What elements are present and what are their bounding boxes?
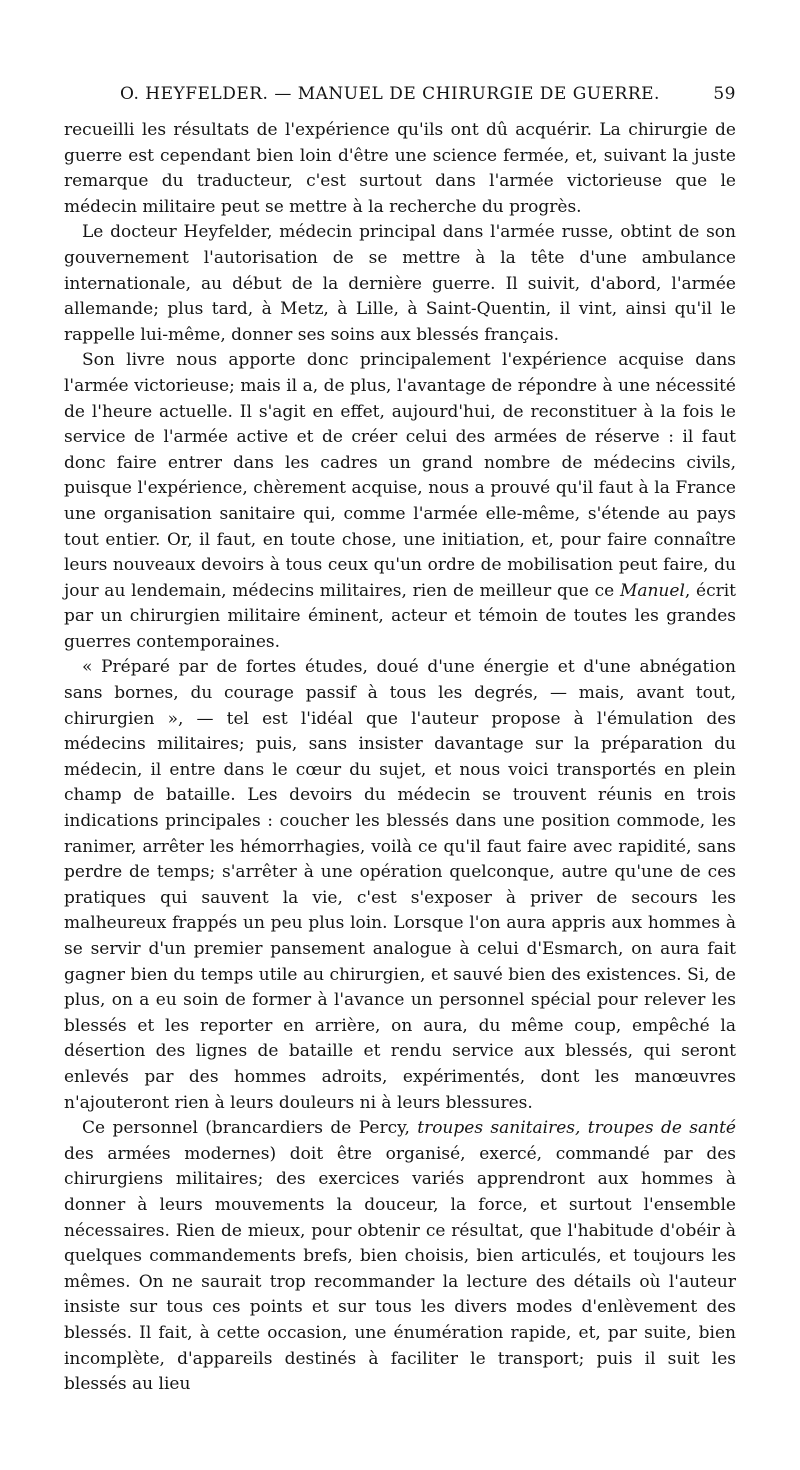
page-number: 59 [713, 84, 736, 104]
italic-text: troupes sanitaires, troupes de santé [417, 1118, 736, 1139]
paragraph-text: Ce personnel (brancardiers de Percy, [82, 1118, 418, 1139]
paragraph-text: Son livre nous apporte donc principalement l'expérience acquise dans l'armée victorieuse; mais il a, de plus, l'avantage de répondre à une nécessité de l'heure actuelle. Il s'agit en effet, aujourd'hui, de reconstituer à la fois le service de l'armée active et de créer celui des armées de réserve : il faut donc faire entrer dans les cadres un grand nombre de médecins civils, puisque l'expérience, chèrement acquise, nous a prouvé qu'il faut à la France une organisation sanitaire qui, comme l'armée elle-même, s'étende au pays tout entier. Or, il faut, en toute chose, une initiation, et, pour faire connaître leurs nouveaux devoirs à tous ceux qu'un ordre de mobilisation peut faire, du jour au lendemain, médecins militaires, rien de meilleur que ce [64, 350, 736, 601]
paragraph [64, 348, 736, 655]
paragraph-text: , écrit par un chirurgien militaire éminent, acteur et témoin de toutes les grandes guerres contemporaines. [64, 580, 736, 652]
body-text [64, 118, 736, 1398]
italic-text: Manuel [619, 580, 685, 601]
paragraph: recueilli les résultats de l'expérience qu'ils ont dû acquérir. La chirurgie de guerre est cependant bien loin d'être une science fermée, et, suivant la juste remarque du traducteur, c'est surtout dans l'armée victorieuse que le médecin militaire peut se mettre à la recherche du progrès. [64, 120, 736, 217]
paragraph-text: des armées modernes) doit être organisé, exercé, commandé par des chirurgiens militaires; des exercices variés apprendront aux hommes à donner à leurs mouvements la douceur, la force, et surtout l'ensemble nécessaires. Rien de mieux, pour obtenir ce résultat, que l'habitude d'obéir à quelques commandements brefs, bien choisis, bien articulés, et toujours les mêmes. On ne saurait trop recommander la lecture des détails où l'auteur insiste sur tous ces points et sur tous les divers modes d'enlèvement des blessés. Il fait, à cette occasion, une énumération rapide, et, par suite, bien incomplète, d'appareils destinés à faciliter le transport; puis il suit les blessés au lieu [64, 1143, 736, 1395]
running-header [64, 84, 736, 108]
paragraph: Le docteur Heyfelder, médecin principal dans l'armée russe, obtint de son gouvernement l'autorisation de se mettre à la tête d'une ambulance internationale, au début de la dernière guerre. Il suivit, d'abord, l'armée allemande; plus tard, à Metz, à Lille, à Saint-Quentin, il vint, ainsi qu'il le rappelle lui-même, donner ses soins aux blessés français. [64, 222, 736, 345]
paragraph: « Préparé par de fortes études, doué d'une énergie et d'une abnégation sans bornes, du courage passif à tous les degrés, — mais, avant tout, chirurgien », — tel est l'idéal que l'auteur propose à l'émulation des médecins militaires; puis, sans insister davantage sur la préparation du médecin, il entre dans le cœur du sujet, et nous voici transportés en plein champ de bataille. Les devoirs du médecin se trouvent réunis en trois indications principales : coucher les blessés dans une position commode, les ranimer, arrêter les hémorrhagies, voilà ce qu'il faut faire avec rapidité, sans perdre de temps; s'arrêter à une opération quelconque, autre qu'une de ces pratiques qui sauvent la vie, c'est s'exposer à priver de secours les malheureux frappés un peu plus loin. Lorsque l'on aura appris aux hommes à se servir d'un premier pansement analogue à celui d'Esmarch, on aura fait gagner bien du temps utile au chirurgien, et sauvé bien des existences. Si, de plus, on a eu soin de former à l'avance un personnel spécial pour relever les blessés et les reporter en arrière, on aura, du même coup, empêché la désertion des lignes de bataille et rendu service aux blessés, qui seront enlevés par des hommes adroits, expérimentés, dont les manœuvres n'ajouteront rien à leurs douleurs ni à leurs blessures. [64, 657, 736, 1113]
running-title: O. HEYFELDER. — MANUEL DE CHIRURGIE DE GUERRE. [120, 84, 660, 104]
paragraph [64, 1116, 736, 1398]
